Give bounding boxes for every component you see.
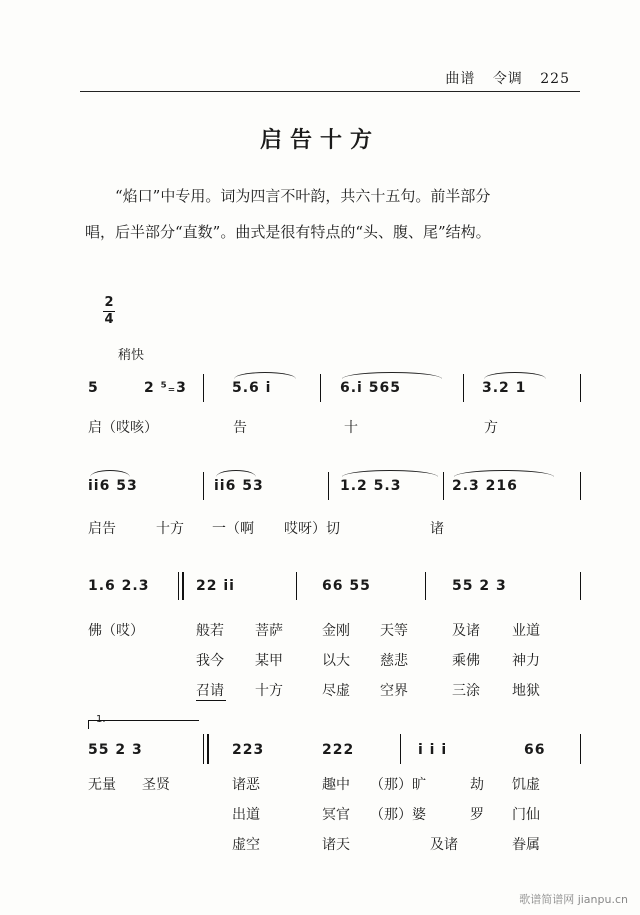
lyric: 虚空 — [232, 837, 260, 853]
lyric: 诸 — [430, 521, 444, 537]
lyric: （那）旷 — [370, 777, 426, 793]
barline — [203, 734, 204, 764]
time-signature — [103, 296, 115, 327]
header-text — [433, 68, 570, 88]
lyric: 般若 — [196, 623, 224, 639]
barline — [203, 374, 204, 402]
lyric: 哎呀）切 — [284, 521, 340, 537]
note-group: 2 ⁵₌3 — [144, 380, 187, 396]
lyric: 业道 — [512, 623, 540, 639]
page-header — [0, 0, 640, 100]
note-group: 5 — [88, 380, 99, 396]
note-group: 66 55 — [322, 578, 371, 594]
lyric: 地狱 — [512, 683, 540, 699]
lyric: 及诸 — [430, 837, 458, 853]
barline — [296, 572, 297, 600]
lyric: 诸恶 — [232, 777, 260, 793]
note-group: 1.2 5.3 — [340, 478, 402, 494]
lyric: 我今 — [196, 653, 224, 669]
barline — [580, 374, 581, 402]
note-group: 22 ii — [196, 578, 235, 594]
intro-line-1: “焰口”中专用。词为四言不叶韵，共六十五句。前半部分 — [115, 187, 491, 205]
repeat-barline — [207, 734, 209, 764]
lyric: 劫 — [470, 777, 484, 793]
lyric: 十 — [344, 420, 358, 436]
intro-paragraph — [85, 178, 585, 250]
lyric: 冥官 — [322, 807, 350, 823]
note-group: 2.3 216 — [452, 478, 518, 494]
lyric: 及诸 — [452, 623, 480, 639]
lyric: （那）婆 — [370, 807, 426, 823]
lyric: 尽虚 — [322, 683, 350, 699]
lyric: 金刚 — [322, 623, 350, 639]
note-group: 222 — [322, 742, 355, 758]
page-number: 225 — [540, 71, 570, 87]
lyric: 趣中 — [322, 777, 350, 793]
lyric: 眷属 — [512, 837, 540, 853]
lyric: 圣贤 — [142, 777, 170, 793]
double-barline — [182, 572, 184, 600]
volta-label: 1. — [96, 714, 106, 725]
barline — [425, 572, 426, 600]
header-subsection: 令调 — [492, 71, 523, 87]
tempo-marking: 稍快 — [118, 348, 145, 363]
note-group: 223 — [232, 742, 265, 758]
watermark: 歌谱简谱网 jianpu.cn — [519, 893, 628, 906]
lyric: 某甲 — [255, 653, 283, 669]
barline — [463, 374, 464, 402]
header-section: 曲谱 — [445, 71, 476, 87]
lyric: 十方 — [156, 521, 184, 537]
slur — [90, 470, 130, 477]
lyric: 启（哎咳） — [88, 420, 158, 436]
slur — [342, 470, 438, 477]
lyric: 菩萨 — [255, 623, 283, 639]
slur — [216, 470, 256, 477]
barline — [580, 472, 581, 500]
note-group: 66 — [524, 742, 546, 758]
note-group: ii6 53 — [88, 478, 138, 494]
note-group: 55 2 3 — [88, 742, 143, 758]
lyric: 启告 — [88, 521, 116, 537]
lyric: 乘佛 — [452, 653, 480, 669]
lyric: 佛（哎） — [88, 623, 144, 639]
slur — [342, 372, 442, 379]
barline — [580, 572, 581, 600]
lyric-underline — [196, 700, 226, 701]
intro-line-2: 唱，后半部分“直数”。曲式是很有特点的“头、腹、尾”结构。 — [85, 223, 491, 241]
note-group: 55 2 3 — [452, 578, 507, 594]
barline — [580, 734, 581, 764]
lyric: 以大 — [322, 653, 350, 669]
lyric: 诸天 — [322, 837, 350, 853]
lyric: 告 — [233, 420, 247, 436]
barline — [400, 734, 401, 764]
barline — [328, 472, 329, 500]
lyric: 方 — [484, 420, 498, 436]
lyric: 十方 — [255, 683, 283, 699]
lyric: 门仙 — [512, 807, 540, 823]
note-group: 6.i 565 — [340, 380, 401, 396]
lyric: 神力 — [512, 653, 540, 669]
note-group: i i i — [418, 742, 448, 758]
piece-title: 启告十方 — [259, 128, 380, 153]
lyric: 慈悲 — [380, 653, 408, 669]
barline — [178, 572, 179, 600]
note-group: 5.6 i — [232, 380, 272, 396]
lyric: 饥虚 — [512, 777, 540, 793]
slur — [234, 372, 296, 379]
barline — [443, 472, 444, 500]
lyric: 罗 — [470, 807, 484, 823]
lyric: 空界 — [380, 683, 408, 699]
barline — [203, 472, 204, 500]
header-rule — [80, 91, 580, 92]
lyric: 召请 — [196, 683, 224, 699]
time-signature-bottom: 4 — [104, 312, 114, 327]
time-signature-top: 2 — [104, 295, 114, 310]
note-group: 1.6 2.3 — [88, 578, 150, 594]
lyric: 出道 — [232, 807, 260, 823]
lyric: 一（啊 — [212, 521, 254, 537]
note-group: ii6 53 — [214, 478, 264, 494]
lyric: 三涂 — [452, 683, 480, 699]
barline — [320, 374, 321, 402]
slur — [484, 372, 546, 379]
note-group: 3.2 1 — [482, 380, 527, 396]
lyric: 天等 — [380, 623, 408, 639]
lyric: 无量 — [88, 777, 116, 793]
slur — [454, 470, 554, 477]
